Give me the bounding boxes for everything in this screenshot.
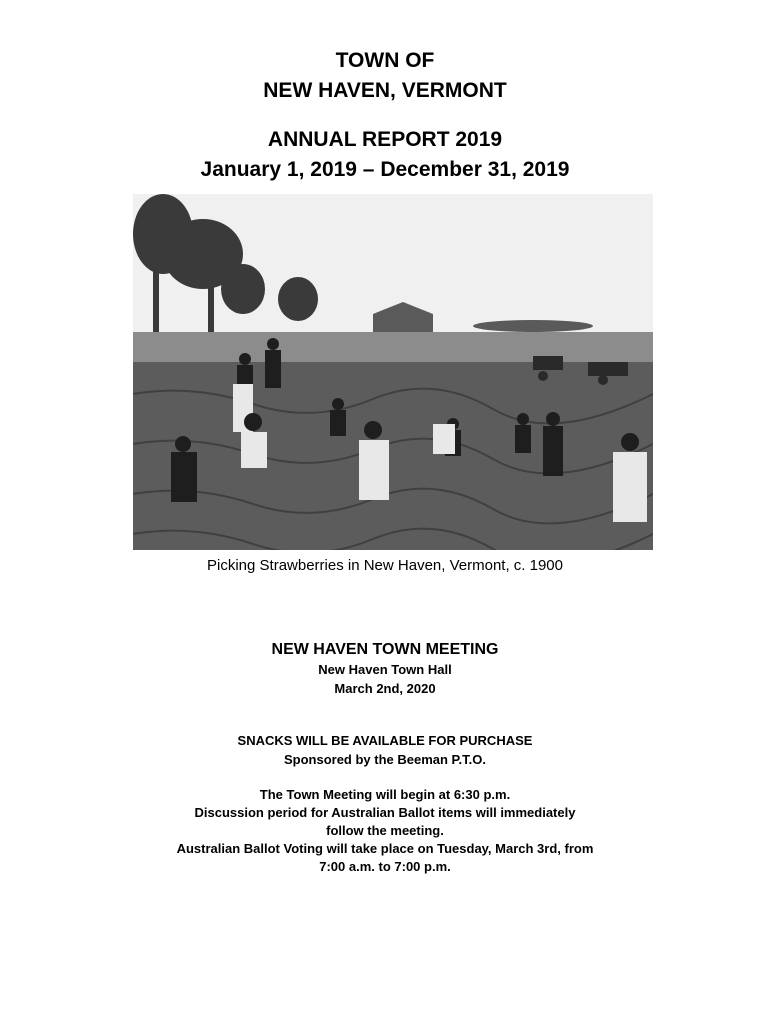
- details-line-3: follow the meeting.: [326, 823, 444, 838]
- meeting-details: [0, 786, 770, 876]
- details-line-1: The Town Meeting will begin at 6:30 p.m.: [259, 787, 511, 802]
- snacks-section: [0, 731, 770, 769]
- snacks-sponsor: Sponsored by the Beeman P.T.O.: [283, 752, 487, 767]
- details-line-5: 7:00 a.m. to 7:00 p.m.: [319, 859, 451, 874]
- historic-photo: [133, 194, 653, 550]
- meeting-location: New Haven Town Hall: [318, 662, 452, 677]
- title-date-range: January 1, 2019 – December 31, 2019: [200, 158, 570, 181]
- town-meeting-section: [0, 640, 770, 698]
- title-town-name: NEW HAVEN, VERMONT: [263, 79, 507, 102]
- photo-caption: Picking Strawberries in New Haven, Vermont, c. 1900: [207, 557, 563, 574]
- title-town-of: TOWN OF: [335, 49, 435, 72]
- report-title: [0, 46, 770, 185]
- meeting-heading: NEW HAVEN TOWN MEETING: [271, 641, 499, 658]
- details-line-4: Australian Ballot Voting will take place on Tuesday, March 3rd, from: [176, 841, 594, 856]
- photo-illustration: [133, 194, 653, 550]
- snacks-heading: SNACKS WILL BE AVAILABLE FOR PURCHASE: [237, 733, 533, 748]
- details-line-2: Discussion period for Australian Ballot items will immediately: [194, 805, 576, 820]
- meeting-date: March 2nd, 2020: [334, 681, 436, 696]
- title-annual-report: ANNUAL REPORT 2019: [267, 128, 503, 151]
